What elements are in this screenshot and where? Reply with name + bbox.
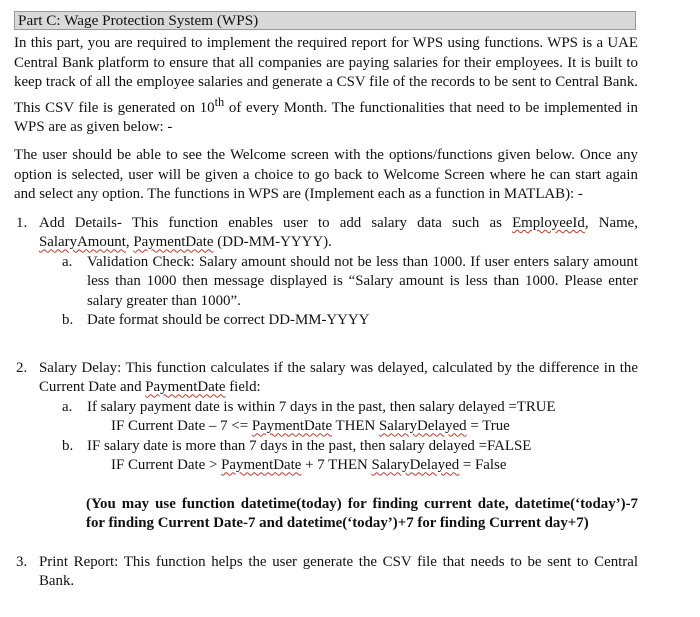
- formula-line: [14, 417, 638, 437]
- field-name: PaymentDate: [251, 418, 333, 435]
- item-text: , Name,: [584, 214, 638, 231]
- sub-item-within-7-days: [14, 398, 638, 418]
- sub-item-text: If salary payment date is within 7 days in the past, then salary delayed =TRUE: [87, 398, 556, 415]
- intro-superscript: th: [214, 94, 225, 109]
- datetime-hint-note: (You may use function datetime(today) for finding current date, datetime(‘today’)-7 for finding Current Date-7 and datetime(‘today’)+7 for finding Current day+7): [86, 495, 638, 532]
- sub-item-letter: b.: [62, 312, 74, 329]
- intro-text-end: of every Month. The functionalities that need to be implemented in WPS are as given below: -: [14, 99, 638, 135]
- options-paragraph: [14, 146, 638, 205]
- item-number: 1.: [16, 214, 28, 231]
- item-text: field:: [225, 379, 261, 396]
- field-name: SalaryAmount: [39, 234, 126, 251]
- sub-item-letter: a.: [62, 398, 73, 415]
- sub-item-date-format: [14, 311, 638, 331]
- formula-text: IF Current Date >: [111, 457, 222, 474]
- item-number: 3.: [16, 553, 28, 570]
- document-body: [14, 34, 638, 592]
- item-text: Salary Delay: This function calculates if the salary was delayed, calculated by the difference in the Current Date and: [39, 359, 638, 396]
- intro-text-start: In this part, you are required to implement the required report for WPS using functions. WPS is a UAE Central Bank platform to ensure that all companies are paying salaries for their employees. It is built to keep track of all the employee salaries and generate a CSV file of the records to be sent to Central Bank. This CSV file is generated on 10: [14, 35, 638, 116]
- formula-text: + 7 THEN: [301, 457, 372, 474]
- section-heading: Part C: Wage Protection System (WPS): [14, 11, 636, 30]
- list-item-print-report: [14, 553, 638, 592]
- field-name: SalaryDelayed: [371, 457, 460, 474]
- item-text: Print Report: This function helps the user generate the CSV file that needs to be sent to Central Bank.: [39, 553, 638, 590]
- sub-item-text: Validation Check: Salary amount should not be less than 1000. If user enters salary amount less than 1000 then message displayed is “Salary amount is less than 1000. Please enter salary greater than 1000”.: [87, 253, 638, 309]
- list-item-salary-delay: [14, 359, 638, 398]
- field-name: EmployeeId: [512, 214, 585, 231]
- formula-text: = True: [466, 418, 510, 435]
- sub-item-text: IF salary date is more than 7 days in the past, then salary delayed =FALSE: [87, 437, 532, 454]
- sub-item-letter: b.: [62, 437, 74, 454]
- sub-item-validation-check: [14, 253, 638, 312]
- formula-text: THEN: [332, 418, 379, 435]
- field-name: PaymentDate: [133, 234, 214, 251]
- list-item-add-details: [14, 214, 638, 253]
- field-name: PaymentDate: [145, 379, 226, 396]
- item-text: Add Details- This function enables user to add salary data such as: [39, 214, 513, 231]
- options-text: The user should be able to see the Welcome screen with the options/functions given below. Once any option is selected, user will be given a choice to go back to Welcome Screen where he can start again and select any option. The functions in WPS are (Implement each as a function in MATLAB): -: [14, 147, 638, 203]
- sub-item-letter: a.: [62, 253, 73, 270]
- item-text: (DD-MM-YYYY).: [213, 234, 332, 251]
- sub-item-text: Date format should be correct DD-MM-YYYY: [87, 312, 370, 329]
- formula-line: [14, 456, 638, 476]
- intro-paragraph: [14, 34, 638, 137]
- item-text: ,: [125, 234, 134, 251]
- sub-item-more-than-7-days: [14, 437, 638, 457]
- field-name: SalaryDelayed: [378, 418, 467, 435]
- formula-text: IF Current Date – 7 <=: [111, 418, 252, 435]
- formula-text: = False: [459, 457, 507, 474]
- field-name: PaymentDate: [221, 457, 302, 474]
- item-number: 2.: [16, 359, 28, 376]
